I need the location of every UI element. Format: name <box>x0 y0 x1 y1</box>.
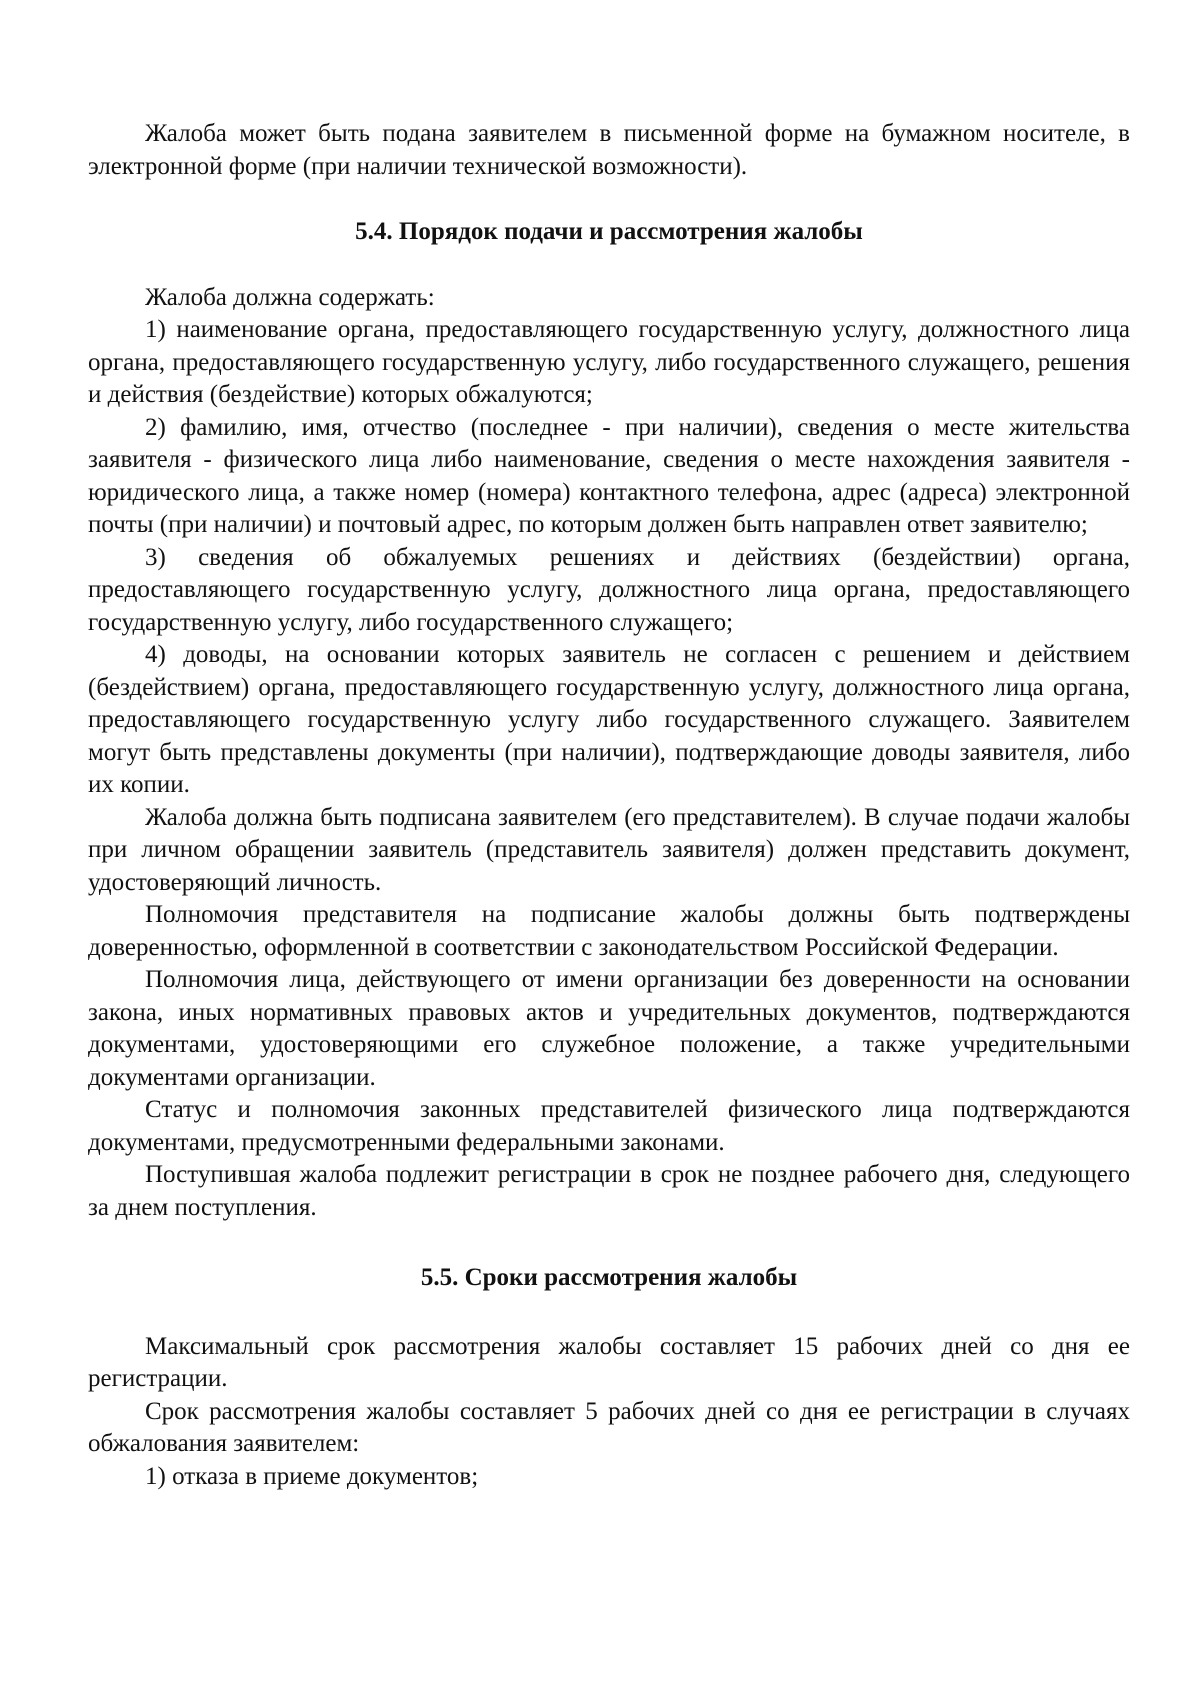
paragraph-registration: Поступившая жалоба подлежит регистрации в срок не позднее рабочего дня, следующего за днем поступления. <box>88 1161 1130 1221</box>
paragraph-short-term: Срок рассмотрения жалобы составляет 5 рабочих дней со дня ее регистрации в случаях обжалования заявителем: <box>88 1397 1130 1457</box>
paragraph-organization-powers: Полномочия лица, действующего от имени организации без доверенности на основании закона, иных нормативных правовых актов и учредительных документов, подтверждаются документами, удостоверяющими его служебное положение, а также учредительными документами организации. <box>88 966 1130 1091</box>
paragraph-complaint-must-contain: Жалоба должна содержать: <box>145 283 435 311</box>
spacer <box>88 1295 1130 1331</box>
paragraph-legal-representatives: Статус и полномочия законных представителей физического лица подтверждаются документами, предусмотренными федеральными законами. <box>88 1096 1130 1156</box>
list-item-2-applicant-details: 2) фамилию, имя, отчество (последнее - при наличии), сведения о месте жительства заявителя - физического лица либо наименование, сведения о месте нахождения заявителя - юридического лица, а также номер (номера) контактного телефона, адрес (адреса) электронной почты (при наличии) и почтовый адрес, по которым должен быть направлен ответ заявителю; <box>88 413 1130 538</box>
spacer <box>88 249 1130 282</box>
list-item-3-appealed-decisions: 3) сведения об обжалуемых решениях и действиях (бездействии) органа, предоставляющего государственную услугу, должностного лица органа, предоставляющего государственную услугу, либо государственного служащего; <box>88 543 1130 636</box>
list-item-1-refusal: 1) отказа в приеме документов; <box>145 1462 479 1490</box>
section-heading-5-4: 5.4. Порядок подачи и рассмотрения жалобы <box>355 218 863 245</box>
section-heading-5-5: 5.5. Сроки рассмотрения жалобы <box>420 1264 798 1291</box>
paragraph-complaint-forms: Жалоба может быть подана заявителем в письменной форме на бумажном носителе, в электронной форме (при наличии технической возможности). <box>88 120 1130 180</box>
list-item-1-authority-name: 1) наименование органа, предоставляющего государственную услугу, должностного лица органа, предоставляющего государственную услугу, либо государственного служащего, решения и действия (бездействие) которых обжалуются; <box>88 316 1130 408</box>
document-page <box>88 118 1130 1493</box>
spacer <box>88 183 1130 216</box>
spacer <box>88 1224 1130 1262</box>
paragraph-max-term: Максимальный срок рассмотрения жалобы составляет 15 рабочих дней со дня ее регистрации. <box>88 1332 1130 1392</box>
paragraph-signature: Жалоба должна быть подписана заявителем (его представителем). В случае подачи жалобы при личном обращении заявитель (представитель заявителя) должен представить документ, удостоверяющий личность. <box>88 803 1130 896</box>
list-item-4-arguments: 4) доводы, на основании которых заявитель не согласен с решением и действием (бездействием) органа, предоставляющего государственную услугу, должностного лица органа, предоставляющего государственную услугу либо государственного служащего. Заявителем могут быть представлены документы (при наличии), подтверждающие доводы заявителя, либо их копии. <box>88 641 1130 798</box>
paragraph-representative-powers: Полномочия представителя на подписание жалобы должны быть подтверждены доверенностью, оформленной в соответствии с законодательством Российской Федерации. <box>88 901 1130 961</box>
